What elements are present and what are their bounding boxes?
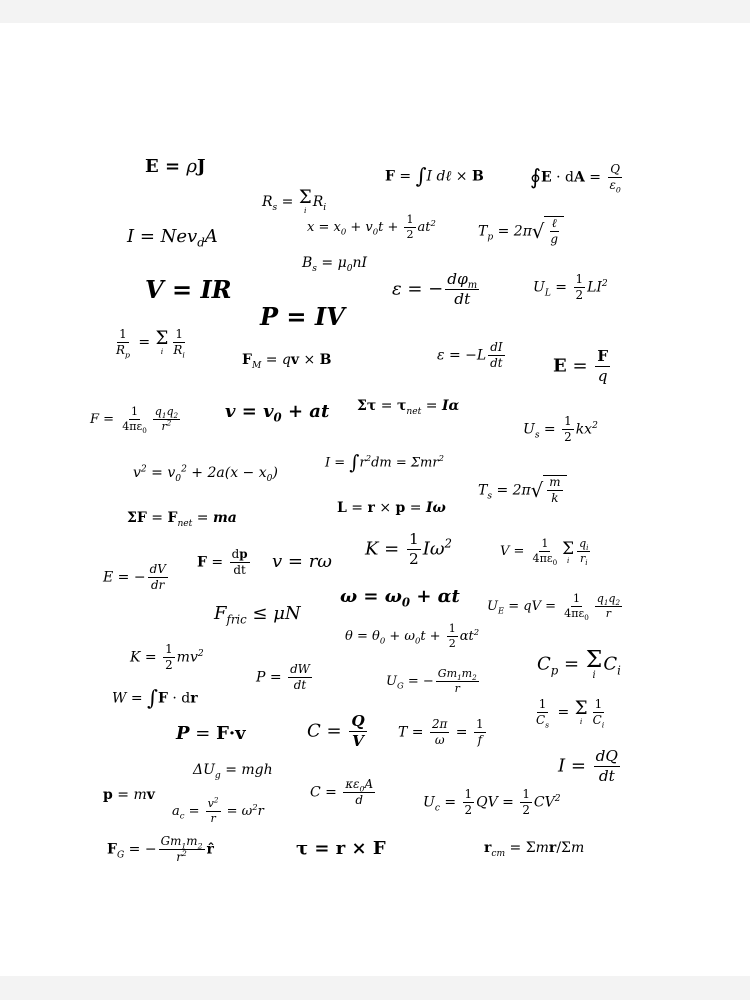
equation-fg-gravitation: $F_G$ = − $\frac{Gm_1m_2}{r^2}$ r̂	[107, 834, 214, 865]
equation-uc-capacitor-energy: $U_c$ = $\frac{1}{2}$ QV = $\frac{1}{2}$ $CV^2$	[423, 787, 561, 818]
equation-bs-solenoid: $B_s = \mu_0nI$	[302, 255, 368, 274]
equation-tp-pendulum: $T_p = 2\pi√$ $\frac{\text{ℓ}}{g}$	[478, 216, 564, 246]
equation-x-kinematics: $x = x_0 + v_0t$ + $\frac{1}{2}$ $at^2$	[307, 213, 436, 242]
equation-tau-r-cross-f: τ = r × F	[296, 838, 386, 859]
equation-v-r-omega: v = rω	[272, 551, 332, 572]
equation-r-cm: $r_{cm} = \Sigma mr/\Sigma m$	[484, 840, 585, 859]
equation-e-fq: E = $\frac{F}{q}$	[553, 347, 609, 385]
equation-angular-momentum: L = r × p = Iω	[337, 500, 446, 516]
equation-work: W = ∫F · dr	[112, 686, 198, 710]
equation-cs-series: $\frac{1}{C_s}$ = Σ i $\frac{1}{C_i}$	[536, 697, 605, 730]
equation-newton-second: $\Sigma F = F_{net}$ = ma	[127, 510, 237, 529]
equation-period: T = $\frac{2\pi}{\omega}$ = $\frac{1}{f}$	[398, 717, 484, 748]
equation-emf-inductance: ε = −L $\frac{dI}{dt}$	[437, 340, 503, 371]
equation-p-fv: P = F·v	[176, 723, 246, 744]
equation-i-dq-dt: I = $\frac{dQ}{dt}$	[558, 747, 618, 785]
equation-ug-gravitational: $U_G$ = − $\frac{Gm_1m_2}{r}$	[386, 667, 477, 696]
equation-i-nevda: I = Nev$_d$A	[127, 226, 218, 250]
equation-omega: $\omega = \omega_0 + \alpha t$	[340, 586, 460, 610]
equation-e-dv-dr: E = − $\frac{dV}{dr}$	[103, 562, 166, 593]
equation-sheet	[0, 23, 750, 976]
equation-f-ampere: F = ∫I dℓ × B	[385, 164, 484, 188]
equation-k-linear: K = $\frac{1}{2}$ $mv^2$	[130, 642, 204, 673]
equation-gauss: ∮E · dA = $\frac{Q}{\varepsilon_0}$	[530, 162, 621, 195]
equation-p-mv: p = mv	[103, 787, 155, 803]
equation-k-rotational: K = $\frac{1}{2}$ $I\omega^2$	[365, 530, 452, 568]
equation-v-squared: $v^2 = v_0^2 + 2a(x - x_0)$	[133, 464, 278, 484]
equation-f-friction: $F_{fric} \le \mu N$	[214, 603, 301, 627]
equation-p-dw-dt: P = $\frac{dW}{dt}$	[256, 662, 310, 693]
equation-moment-inertia: $I = \int r^2dm = \Sigma mr^2$	[325, 451, 444, 474]
equation-rp-parallel: $\frac{1}{R_p}$ = Σ i $\frac{1}{R_i}$	[116, 327, 185, 360]
equation-p-iv: P = IV	[260, 302, 345, 331]
equation-ac-centripetal: $a_c$ = $\frac{v^2}{r}$ = $\omega^2r$	[172, 795, 264, 826]
equation-torque-sum: $\Sigma\tau = \tau_{net} = I\alpha$	[357, 398, 460, 417]
equation-f-dp-dt: F = $\frac{dp}{dt}$	[197, 547, 248, 578]
equation-delta-ug: $\Delta U_g$ = mgh	[193, 762, 273, 781]
equation-coulomb: F = $\frac{1}{4\pi\varepsilon_0}$ $\frac{q_1q_2}{r^2}$	[90, 405, 179, 436]
equation-c-qv: C = $\frac{Q}{V}$	[307, 712, 365, 750]
equation-cp-parallel: $C_p$ = Σ i $C_i$	[537, 645, 621, 682]
equation-ts-spring-period: $T_s = 2\pi√$ $\frac{m}{k}$	[478, 475, 567, 505]
equation-us-spring: $U_s$ = $\frac{1}{2}$ $kx^2$	[523, 414, 598, 445]
equation-fm-lorentz: $F_M$ = qv × B	[242, 352, 332, 371]
equation-theta: $\theta = \theta_0 + \omega_0t$ + $\frac{1}{2}$ $\alpha t^2$	[345, 622, 480, 651]
equation-emf-flux: ε = − $\frac{d\varphi_m}{dt}$	[392, 270, 478, 308]
equation-v-potential: V = $\frac{1}{4\pi\varepsilon_0}$ Σ i $\frac{q_i}{r_i}$	[500, 537, 589, 568]
equation-c-capacitor: C = $\frac{\kappa\varepsilon_0A}{d}$	[310, 777, 374, 808]
equation-e-rhoj: E = ρJ	[145, 156, 206, 177]
equation-ue-electric-potential-energy: $U_E$ = qV = $\frac{1}{4\pi\varepsilon_0}$ $\frac{q_1q_2}{r}$	[487, 592, 621, 623]
equation-v-ir: V = IR	[145, 275, 232, 304]
equation-ul-inductor: $U_L$ = $\frac{1}{2}$ $LI^2$	[533, 272, 608, 303]
equation-rs-sum: $R_s$ = Σ i $R_i$	[262, 187, 327, 216]
equation-v-v0-at: $v = v_0$ + at	[225, 401, 330, 425]
